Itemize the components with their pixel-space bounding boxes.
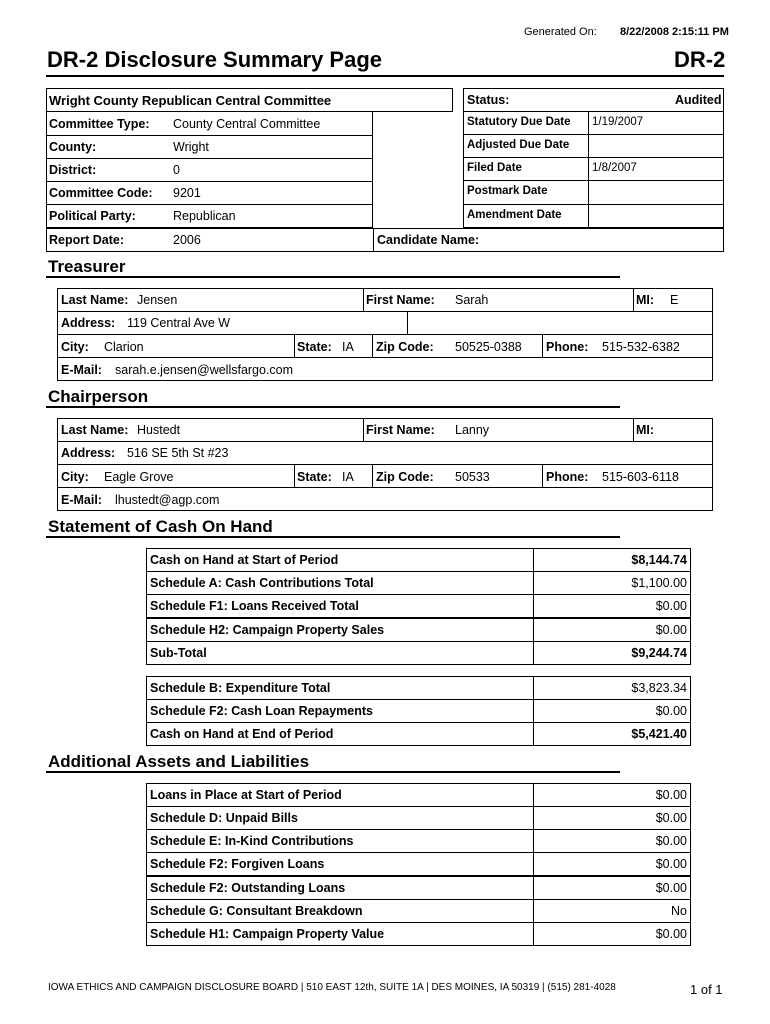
adjusted-due-label: Adjusted Due Date — [467, 139, 570, 151]
asset-row-label: Schedule G: Consultant Breakdown — [150, 904, 363, 918]
candidate-name-label: Candidate Name: — [377, 233, 480, 247]
asset-row-label: Schedule E: In-Kind Contributions — [150, 834, 354, 848]
chair-div-mi — [633, 418, 634, 441]
cash-row — [146, 676, 691, 700]
cash-row-label: Sub-Total — [150, 646, 207, 660]
cash-row — [146, 641, 691, 665]
treasurer-div-first — [363, 288, 364, 311]
district-label: District: — [49, 163, 97, 177]
chair-email-label: E-Mail: — [61, 493, 102, 507]
statutory-due-value: 1/19/2007 — [592, 116, 644, 128]
treasurer-rule-2 — [57, 334, 713, 335]
asset-row-label: Schedule F2: Outstanding Loans — [150, 881, 346, 895]
assets-heading: Additional Assets and Liabilities — [48, 752, 310, 771]
treasurer-rule-3 — [57, 357, 713, 358]
cash-row — [146, 699, 691, 723]
asset-row — [146, 852, 691, 876]
treasurer-div-state — [294, 334, 295, 357]
treasurer-city-label: City: — [61, 340, 89, 354]
treasurer-last: Jensen — [137, 293, 178, 307]
chairperson-rule — [46, 406, 620, 408]
asset-row-divider — [533, 852, 534, 876]
treasurer-first-label: First Name: — [366, 293, 435, 307]
cash-row-divider — [533, 722, 534, 746]
cash-row-value: $5,421.40 — [631, 727, 687, 741]
committee-name: Wright County Republican Central Committee — [49, 93, 332, 108]
status-label: Status: — [467, 93, 510, 107]
chair-rule-1 — [57, 441, 713, 442]
treasurer-div-mi — [633, 288, 634, 311]
asset-row-value: $0.00 — [655, 788, 687, 802]
chairperson-heading: Chairperson — [48, 387, 149, 406]
chair-zip-label: Zip Code: — [376, 470, 434, 484]
asset-row-divider — [533, 806, 534, 830]
cash-row-divider — [533, 548, 534, 572]
filed-date-label: Filed Date — [467, 162, 522, 174]
treasurer-city: Clarion — [104, 340, 144, 354]
chair-zip: 50533 — [455, 470, 490, 484]
chair-div-first — [363, 418, 364, 441]
treasurer-zip-label: Zip Code: — [376, 340, 434, 354]
statutory-due-label: Statutory Due Date — [467, 116, 571, 128]
page-title: DR-2 Disclosure Summary Page — [47, 47, 383, 72]
chair-city: Eagle Grove — [104, 470, 174, 484]
asset-row — [146, 783, 691, 807]
asset-row — [146, 876, 691, 900]
treasurer-div-address — [407, 311, 408, 334]
chair-last: Hustedt — [137, 423, 181, 437]
chair-first-label: First Name: — [366, 423, 435, 437]
generated-label: Generated On: — [524, 26, 597, 38]
treasurer-state: IA — [342, 340, 354, 354]
cash-row-value: $0.00 — [655, 599, 687, 613]
chair-email: lhustedt@agp.com — [115, 493, 220, 507]
generated-value: 8/22/2008 2:15:11 PM — [620, 26, 729, 38]
dates-divider — [588, 111, 589, 228]
cash-row — [146, 571, 691, 595]
cash-rule — [46, 536, 620, 538]
party-label: Political Party: — [49, 209, 136, 223]
cash-row — [146, 618, 691, 642]
county-label: County: — [49, 140, 97, 154]
treasurer-first: Sarah — [455, 293, 489, 307]
chair-state: IA — [342, 470, 354, 484]
chair-mi-label: MI: — [636, 423, 655, 437]
report-date-label: Report Date: — [49, 233, 125, 247]
asset-row-value: No — [671, 904, 687, 918]
asset-row-divider — [533, 876, 534, 900]
treasurer-div-zip — [372, 334, 373, 357]
cash-row-divider — [533, 641, 534, 665]
title-rule — [46, 75, 724, 77]
assets-rule — [46, 771, 620, 773]
chair-phone: 515-603-6118 — [602, 470, 679, 484]
treasurer-last-label: Last Name: — [61, 293, 129, 307]
treasurer-heading: Treasurer — [48, 257, 126, 276]
county-value: Wright — [173, 140, 209, 154]
chair-first: Lanny — [455, 423, 490, 437]
asset-row — [146, 829, 691, 853]
chair-state-label: State: — [297, 470, 332, 484]
treasurer-phone: 515-532-6382 — [602, 340, 680, 354]
treasurer-zip: 50525-0388 — [455, 340, 522, 354]
treasurer-mi: E — [670, 293, 679, 307]
asset-row-value: $0.00 — [655, 857, 687, 871]
cash-row-value: $0.00 — [655, 623, 687, 637]
cash-row-label: Cash on Hand at End of Period — [150, 727, 334, 741]
status-value: Audited — [675, 93, 722, 107]
asset-row — [146, 806, 691, 830]
cash-row — [146, 594, 691, 618]
asset-row-label: Schedule H1: Campaign Property Value — [150, 927, 385, 941]
page-number: 1 of 1 — [690, 982, 723, 997]
filed-date-value: 1/8/2007 — [592, 162, 637, 174]
party-value: Republican — [173, 209, 236, 223]
cash-row-label: Schedule H2: Campaign Property Sales — [150, 623, 385, 637]
cash-row-label: Schedule A: Cash Contributions Total — [150, 576, 374, 590]
cash-row-value: $0.00 — [655, 704, 687, 718]
asset-row-divider — [533, 922, 534, 946]
postmark-date-label: Postmark Date — [467, 185, 548, 197]
cash-row-label: Schedule F1: Loans Received Total — [150, 599, 359, 613]
treasurer-rule-1 — [57, 311, 713, 312]
cash-row-value: $8,144.74 — [631, 553, 687, 567]
treasurer-div-phone — [542, 334, 543, 357]
treasurer-address-label: Address: — [61, 316, 116, 330]
form-code: DR-2 — [674, 47, 726, 72]
cash-row-label: Cash on Hand at Start of Period — [150, 553, 339, 567]
asset-row-divider — [533, 899, 534, 923]
treasurer-rule — [46, 276, 620, 278]
asset-row-value: $0.00 — [655, 811, 687, 825]
chair-div-zip — [372, 464, 373, 487]
chair-address-label: Address: — [61, 446, 116, 460]
cash-row-divider — [533, 618, 534, 642]
treasurer-email-label: E-Mail: — [61, 363, 102, 377]
chair-address: 516 SE 5th St #23 — [127, 446, 229, 460]
asset-row-value: $0.00 — [655, 834, 687, 848]
cash-heading: Statement of Cash On Hand — [48, 517, 273, 536]
dates-rule-2 — [463, 157, 724, 158]
asset-row-label: Schedule D: Unpaid Bills — [150, 811, 298, 825]
code-label: Committee Code: — [49, 186, 153, 200]
cash-row-label: Schedule B: Expenditure Total — [150, 681, 331, 695]
asset-row — [146, 899, 691, 923]
committee-type-label: Committee Type: — [49, 117, 150, 131]
amendment-date-label: Amendment Date — [467, 209, 562, 221]
asset-row-value: $0.00 — [655, 927, 687, 941]
cash-row-divider — [533, 571, 534, 595]
cash-row-divider — [533, 699, 534, 723]
code-value: 9201 — [173, 186, 201, 200]
asset-row-divider — [533, 783, 534, 807]
cash-row — [146, 722, 691, 746]
chair-rule-2 — [57, 464, 713, 465]
asset-row — [146, 922, 691, 946]
chair-last-label: Last Name: — [61, 423, 129, 437]
asset-row-divider — [533, 829, 534, 853]
treasurer-email: sarah.e.jensen@wellsfargo.com — [115, 363, 294, 377]
cash-row-divider — [533, 676, 534, 700]
committee-type-value: County Central Committee — [173, 117, 321, 131]
chair-rule-3 — [57, 487, 713, 488]
asset-row-label: Schedule F2: Forgiven Loans — [150, 857, 325, 871]
report-date-divider — [373, 228, 374, 252]
treasurer-phone-label: Phone: — [546, 340, 589, 354]
report-date-value: 2006 — [173, 233, 201, 247]
chair-phone-label: Phone: — [546, 470, 589, 484]
dates-rule-4 — [463, 204, 724, 205]
cash-row-divider — [533, 594, 534, 618]
cash-row-value: $3,823.34 — [631, 681, 687, 695]
footer-text: IOWA ETHICS AND CAMPAIGN DISCLOSURE BOARD | 510 EAST 12th, SUITE 1A | DES MOINES, IA 50319 | (515) 281-4028 — [48, 982, 616, 993]
treasurer-state-label: State: — [297, 340, 332, 354]
cash-row — [146, 548, 691, 572]
cash-row-label: Schedule F2: Cash Loan Repayments — [150, 704, 373, 718]
asset-row-label: Loans in Place at Start of Period — [150, 788, 342, 802]
cash-row-value: $1,100.00 — [631, 576, 687, 590]
dates-rule-1 — [463, 134, 724, 135]
district-value: 0 — [173, 163, 180, 177]
treasurer-mi-label: MI: — [636, 293, 655, 307]
asset-row-value: $0.00 — [655, 881, 687, 895]
dates-rule-3 — [463, 180, 724, 181]
treasurer-address: 119 Central Ave W — [127, 316, 231, 330]
chair-city-label: City: — [61, 470, 89, 484]
cash-row-value: $9,244.74 — [631, 646, 687, 660]
chair-div-phone — [542, 464, 543, 487]
chair-div-state — [294, 464, 295, 487]
